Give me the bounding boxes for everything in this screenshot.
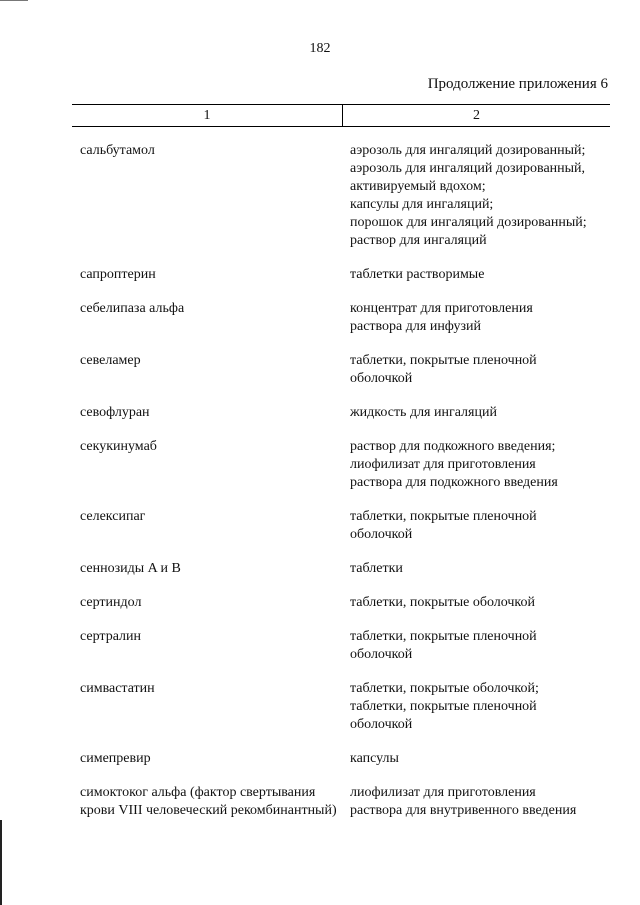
drug-name: севофлуран — [80, 405, 150, 420]
dosage-form-line: оболочкой — [350, 717, 413, 732]
drug-name: симвастатин — [80, 681, 155, 696]
dosage-form-line: оболочкой — [350, 371, 413, 386]
table-row — [80, 750, 620, 768]
dosage-form-line: раствор для ингаляций — [350, 233, 487, 248]
table-row — [80, 352, 620, 388]
dosage-form-line: раствора для подкожного введения — [350, 475, 558, 490]
table-row — [80, 404, 620, 422]
dosage-forms — [350, 594, 620, 612]
table-row — [80, 784, 620, 820]
table-row — [80, 628, 620, 664]
dosage-form-line: концентрат для приготовления — [350, 301, 533, 316]
drug-name: селексипаг — [80, 509, 146, 524]
dosage-forms — [350, 142, 620, 250]
drug-name: симепревир — [80, 751, 151, 766]
column-header-2: 2 — [473, 108, 480, 123]
dosage-forms — [350, 680, 620, 734]
dosage-form-line: таблетки, покрытые пленочной — [350, 629, 537, 644]
table-row — [80, 594, 620, 612]
top-edge-rule — [0, 0, 28, 1]
dosage-forms — [350, 438, 620, 492]
header-bottom-rule — [72, 126, 610, 127]
dosage-form-line: таблетки — [350, 561, 403, 576]
dosage-form-line: раствора для внутривенного введения — [350, 803, 577, 818]
dosage-form-line: аэрозоль для ингаляций дозированный; — [350, 143, 586, 158]
column-header-1: 1 — [203, 108, 211, 123]
dosage-forms — [350, 628, 620, 664]
dosage-form-line: порошок для ингаляций дозированный; — [350, 215, 587, 230]
drug-name: сапроптерин — [80, 267, 156, 282]
drug-name: себелипаза альфа — [80, 301, 185, 316]
dosage-form-line: раствора для инфузий — [350, 319, 482, 334]
dosage-form-line: лиофилизат для приготовления — [350, 785, 536, 800]
drug-name: секукинумаб — [80, 439, 157, 454]
dosage-forms — [350, 560, 620, 578]
dosage-form-line: оболочкой — [350, 527, 413, 542]
dosage-form-line: аэрозоль для ингаляций дозированный, — [350, 161, 586, 176]
dosage-form-line: таблетки, покрытые пленочной — [350, 353, 537, 368]
table-row — [80, 680, 620, 734]
dosage-form-line: капсулы — [350, 751, 399, 766]
dosage-forms — [350, 266, 620, 284]
dosage-form-line: таблетки, покрытые оболочкой; — [350, 681, 539, 696]
dosage-form-line: таблетки, покрытые пленочной — [350, 509, 537, 524]
scan-edge-mark — [0, 820, 2, 905]
page-number: 182 — [309, 41, 331, 56]
drug-name: севеламер — [80, 353, 141, 368]
dosage-forms — [350, 784, 620, 820]
dosage-forms — [350, 352, 620, 388]
dosage-forms — [350, 300, 620, 336]
dosage-form-line: активируемый вдохом; — [350, 179, 486, 194]
dosage-forms — [350, 750, 620, 768]
table-row — [80, 142, 620, 250]
table-row — [80, 560, 620, 578]
appendix-continuation-note: Продолжение приложения 6 — [427, 76, 608, 92]
dosage-form-line: таблетки, покрытые оболочкой — [350, 595, 536, 610]
table-row — [80, 300, 620, 336]
dosage-form-line: оболочкой — [350, 647, 413, 662]
drug-table-body — [80, 142, 620, 820]
drug-name: сертиндол — [80, 595, 142, 610]
table-row — [80, 508, 620, 544]
header-top-rule — [72, 104, 610, 105]
dosage-form-line: таблетки растворимые — [350, 267, 485, 282]
dosage-form-line: раствор для подкожного введения; — [350, 439, 556, 454]
drug-name: сальбутамол — [80, 143, 155, 158]
table-row — [80, 438, 620, 492]
drug-name: сертралин — [80, 629, 142, 644]
drug-name: сеннозиды A и B — [80, 561, 181, 576]
dosage-forms — [350, 508, 620, 544]
dosage-forms — [350, 404, 620, 422]
table-header — [72, 104, 610, 128]
dosage-form-line: таблетки, покрытые пленочной — [350, 699, 537, 714]
dosage-form-line: капсулы для ингаляций; — [350, 197, 494, 212]
dosage-form-line: лиофилизат для приготовления — [350, 457, 536, 472]
dosage-form-line: жидкость для ингаляций — [350, 405, 497, 420]
drug-name: симоктоког альфа (фактор свертывания крови VIII человеческий рекомбинантный) — [80, 785, 337, 818]
table-row — [80, 266, 620, 284]
